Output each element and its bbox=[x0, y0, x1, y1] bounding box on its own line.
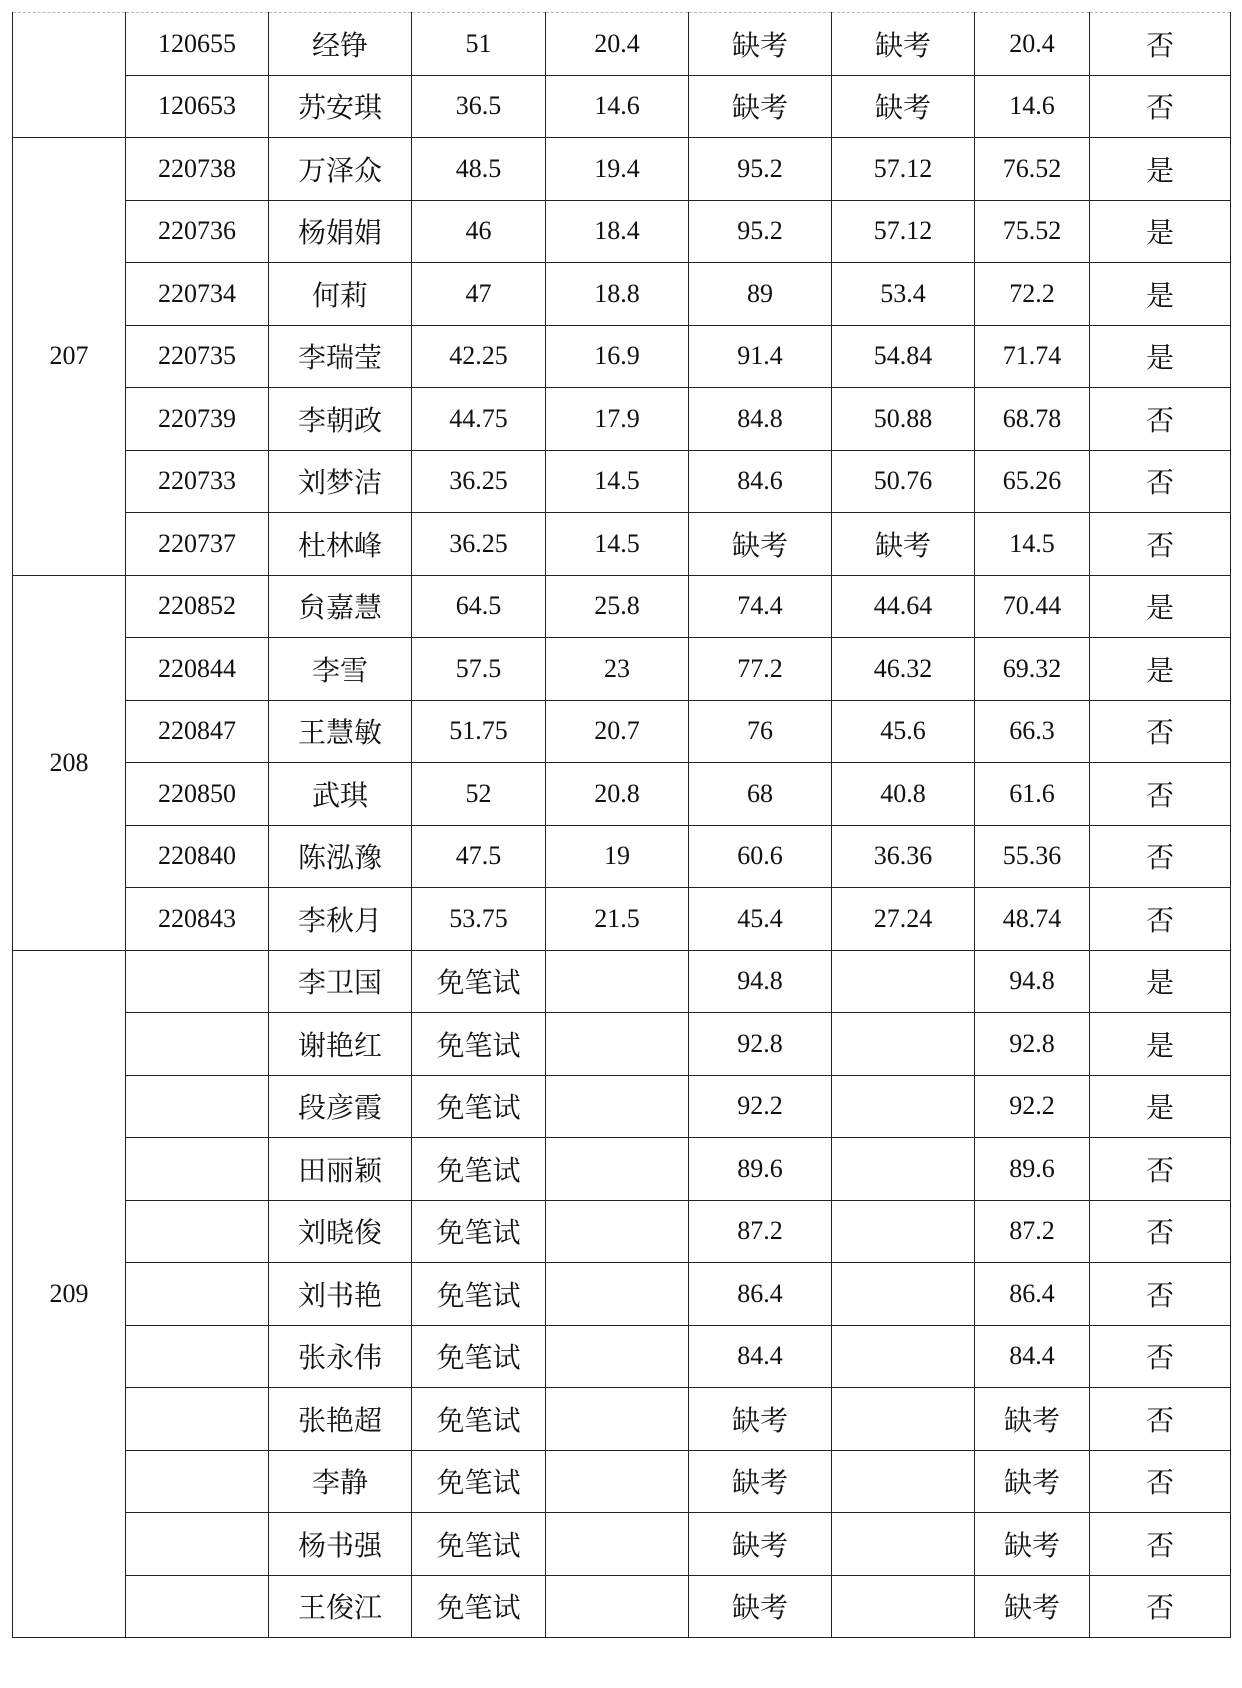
table-row bbox=[13, 1450, 1231, 1513]
interview-weighted-cell: 50.76 bbox=[832, 450, 975, 513]
total-score-cell: 缺考 bbox=[975, 1513, 1090, 1576]
written-weighted-cell: 18.8 bbox=[546, 263, 689, 326]
name-cell: 苏安琪 bbox=[269, 75, 412, 138]
interview-score-cell: 84.4 bbox=[689, 1325, 832, 1388]
interview-weighted-cell bbox=[832, 1138, 975, 1201]
candidate-id-cell: 120655 bbox=[126, 13, 269, 76]
written-score-cell: 64.5 bbox=[412, 575, 546, 638]
written-weighted-cell bbox=[546, 1013, 689, 1076]
written-score-cell: 免笔试 bbox=[412, 1075, 546, 1138]
qualified-cell: 否 bbox=[1090, 1325, 1231, 1388]
qualified-cell: 是 bbox=[1090, 263, 1231, 326]
interview-score-cell: 76 bbox=[689, 700, 832, 763]
written-score-cell: 36.5 bbox=[412, 75, 546, 138]
total-score-cell: 14.6 bbox=[975, 75, 1090, 138]
post-code-cell: 209 bbox=[13, 950, 126, 1638]
written-score-cell: 36.25 bbox=[412, 450, 546, 513]
interview-weighted-cell: 40.8 bbox=[832, 763, 975, 826]
name-cell: 李朝政 bbox=[269, 388, 412, 451]
written-weighted-cell bbox=[546, 1575, 689, 1638]
interview-weighted-cell bbox=[832, 1263, 975, 1326]
interview-weighted-cell bbox=[832, 1450, 975, 1513]
qualified-cell: 是 bbox=[1090, 638, 1231, 701]
qualified-cell: 是 bbox=[1090, 138, 1231, 201]
name-cell: 杨书强 bbox=[269, 1513, 412, 1576]
written-weighted-cell: 20.7 bbox=[546, 700, 689, 763]
interview-weighted-cell: 27.24 bbox=[832, 888, 975, 951]
name-cell: 张艳超 bbox=[269, 1388, 412, 1451]
candidate-id-cell bbox=[126, 1138, 269, 1201]
total-score-cell: 20.4 bbox=[975, 13, 1090, 76]
name-cell: 杜林峰 bbox=[269, 513, 412, 576]
written-weighted-cell: 14.5 bbox=[546, 450, 689, 513]
written-weighted-cell: 23 bbox=[546, 638, 689, 701]
written-score-cell: 57.5 bbox=[412, 638, 546, 701]
total-score-cell: 68.78 bbox=[975, 388, 1090, 451]
written-score-cell: 51 bbox=[412, 13, 546, 76]
written-score-cell: 53.75 bbox=[412, 888, 546, 951]
candidate-id-cell bbox=[126, 1013, 269, 1076]
candidate-id-cell: 220738 bbox=[126, 138, 269, 201]
interview-weighted-cell: 57.12 bbox=[832, 200, 975, 263]
total-score-cell: 66.3 bbox=[975, 700, 1090, 763]
interview-score-cell: 68 bbox=[689, 763, 832, 826]
table-row bbox=[13, 1325, 1231, 1388]
qualified-cell: 是 bbox=[1090, 1013, 1231, 1076]
interview-score-cell: 缺考 bbox=[689, 1388, 832, 1451]
total-score-cell: 缺考 bbox=[975, 1388, 1090, 1451]
written-score-cell: 免笔试 bbox=[412, 1513, 546, 1576]
name-cell: 经铮 bbox=[269, 13, 412, 76]
total-score-cell: 71.74 bbox=[975, 325, 1090, 388]
interview-weighted-cell: 45.6 bbox=[832, 700, 975, 763]
interview-score-cell: 77.2 bbox=[689, 638, 832, 701]
qualified-cell: 是 bbox=[1090, 950, 1231, 1013]
candidate-id-cell bbox=[126, 1075, 269, 1138]
written-weighted-cell: 20.8 bbox=[546, 763, 689, 826]
candidate-id-cell bbox=[126, 1325, 269, 1388]
qualified-cell: 否 bbox=[1090, 1200, 1231, 1263]
interview-score-cell: 缺考 bbox=[689, 1575, 832, 1638]
interview-score-cell: 95.2 bbox=[689, 138, 832, 201]
table-row bbox=[13, 513, 1231, 576]
written-score-cell: 52 bbox=[412, 763, 546, 826]
total-score-cell: 84.4 bbox=[975, 1325, 1090, 1388]
total-score-cell: 92.8 bbox=[975, 1013, 1090, 1076]
interview-score-cell: 95.2 bbox=[689, 200, 832, 263]
written-score-cell: 免笔试 bbox=[412, 950, 546, 1013]
name-cell: 刘梦洁 bbox=[269, 450, 412, 513]
qualified-cell: 否 bbox=[1090, 763, 1231, 826]
total-score-cell: 缺考 bbox=[975, 1575, 1090, 1638]
interview-score-cell: 89 bbox=[689, 263, 832, 326]
written-weighted-cell: 20.4 bbox=[546, 13, 689, 76]
candidate-id-cell: 220736 bbox=[126, 200, 269, 263]
candidate-id-cell bbox=[126, 1575, 269, 1638]
interview-weighted-cell: 36.36 bbox=[832, 825, 975, 888]
candidate-id-cell bbox=[126, 950, 269, 1013]
interview-score-cell: 84.6 bbox=[689, 450, 832, 513]
table-row bbox=[13, 450, 1231, 513]
qualified-cell: 否 bbox=[1090, 1575, 1231, 1638]
name-cell: 田丽颖 bbox=[269, 1138, 412, 1201]
written-score-cell: 44.75 bbox=[412, 388, 546, 451]
written-weighted-cell: 14.6 bbox=[546, 75, 689, 138]
interview-weighted-cell bbox=[832, 1013, 975, 1076]
total-score-cell: 缺考 bbox=[975, 1450, 1090, 1513]
qualified-cell: 是 bbox=[1090, 1075, 1231, 1138]
qualified-cell: 否 bbox=[1090, 75, 1231, 138]
name-cell: 谢艳红 bbox=[269, 1013, 412, 1076]
interview-weighted-cell: 50.88 bbox=[832, 388, 975, 451]
qualified-cell: 否 bbox=[1090, 450, 1231, 513]
table-row bbox=[13, 138, 1231, 201]
interview-weighted-cell bbox=[832, 1388, 975, 1451]
table-row bbox=[13, 1513, 1231, 1576]
written-score-cell: 免笔试 bbox=[412, 1200, 546, 1263]
interview-score-cell: 缺考 bbox=[689, 13, 832, 76]
table-row bbox=[13, 325, 1231, 388]
written-weighted-cell bbox=[546, 1388, 689, 1451]
qualified-cell: 否 bbox=[1090, 1450, 1231, 1513]
interview-weighted-cell: 46.32 bbox=[832, 638, 975, 701]
total-score-cell: 92.2 bbox=[975, 1075, 1090, 1138]
written-weighted-cell: 19 bbox=[546, 825, 689, 888]
candidate-id-cell bbox=[126, 1388, 269, 1451]
qualified-cell: 否 bbox=[1090, 1263, 1231, 1326]
name-cell: 陈泓豫 bbox=[269, 825, 412, 888]
table-row bbox=[13, 825, 1231, 888]
interview-score-cell: 86.4 bbox=[689, 1263, 832, 1326]
total-score-cell: 87.2 bbox=[975, 1200, 1090, 1263]
written-weighted-cell bbox=[546, 1325, 689, 1388]
written-score-cell: 46 bbox=[412, 200, 546, 263]
candidate-id-cell: 220843 bbox=[126, 888, 269, 951]
table-row bbox=[13, 75, 1231, 138]
name-cell: 万泽众 bbox=[269, 138, 412, 201]
interview-score-cell: 87.2 bbox=[689, 1200, 832, 1263]
written-weighted-cell bbox=[546, 1138, 689, 1201]
written-score-cell: 免笔试 bbox=[412, 1263, 546, 1326]
table-body bbox=[13, 13, 1231, 1638]
written-weighted-cell bbox=[546, 1075, 689, 1138]
candidate-id-cell: 220852 bbox=[126, 575, 269, 638]
interview-score-cell: 84.8 bbox=[689, 388, 832, 451]
written-score-cell: 免笔试 bbox=[412, 1450, 546, 1513]
name-cell: 李瑞莹 bbox=[269, 325, 412, 388]
written-weighted-cell bbox=[546, 1200, 689, 1263]
interview-score-cell: 缺考 bbox=[689, 1450, 832, 1513]
table-row bbox=[13, 575, 1231, 638]
written-score-cell: 36.25 bbox=[412, 513, 546, 576]
total-score-cell: 89.6 bbox=[975, 1138, 1090, 1201]
interview-score-cell: 91.4 bbox=[689, 325, 832, 388]
total-score-cell: 94.8 bbox=[975, 950, 1090, 1013]
candidate-id-cell bbox=[126, 1513, 269, 1576]
interview-weighted-cell bbox=[832, 1200, 975, 1263]
qualified-cell: 否 bbox=[1090, 1513, 1231, 1576]
name-cell: 李秋月 bbox=[269, 888, 412, 951]
qualified-cell: 是 bbox=[1090, 325, 1231, 388]
candidate-id-cell: 220847 bbox=[126, 700, 269, 763]
total-score-cell: 14.5 bbox=[975, 513, 1090, 576]
table-row bbox=[13, 1263, 1231, 1326]
candidate-id-cell: 220737 bbox=[126, 513, 269, 576]
qualified-cell: 否 bbox=[1090, 513, 1231, 576]
written-score-cell: 42.25 bbox=[412, 325, 546, 388]
total-score-cell: 76.52 bbox=[975, 138, 1090, 201]
written-weighted-cell bbox=[546, 950, 689, 1013]
qualified-cell: 否 bbox=[1090, 700, 1231, 763]
name-cell: 何莉 bbox=[269, 263, 412, 326]
table-row bbox=[13, 1138, 1231, 1201]
written-weighted-cell: 18.4 bbox=[546, 200, 689, 263]
interview-weighted-cell bbox=[832, 1075, 975, 1138]
qualified-cell: 是 bbox=[1090, 575, 1231, 638]
interview-score-cell: 45.4 bbox=[689, 888, 832, 951]
interview-weighted-cell: 缺考 bbox=[832, 75, 975, 138]
name-cell: 贠嘉慧 bbox=[269, 575, 412, 638]
interview-score-cell: 89.6 bbox=[689, 1138, 832, 1201]
candidate-id-cell: 220850 bbox=[126, 763, 269, 826]
written-weighted-cell: 14.5 bbox=[546, 513, 689, 576]
table-row bbox=[13, 763, 1231, 826]
name-cell: 王俊江 bbox=[269, 1575, 412, 1638]
table-row bbox=[13, 888, 1231, 951]
candidate-id-cell bbox=[126, 1263, 269, 1326]
interview-weighted-cell: 缺考 bbox=[832, 13, 975, 76]
total-score-cell: 75.52 bbox=[975, 200, 1090, 263]
written-weighted-cell: 17.9 bbox=[546, 388, 689, 451]
written-score-cell: 48.5 bbox=[412, 138, 546, 201]
qualified-cell: 否 bbox=[1090, 888, 1231, 951]
interview-weighted-cell: 54.84 bbox=[832, 325, 975, 388]
table-row bbox=[13, 263, 1231, 326]
name-cell: 刘晓俊 bbox=[269, 1200, 412, 1263]
table-row bbox=[13, 388, 1231, 451]
interview-score-cell: 94.8 bbox=[689, 950, 832, 1013]
name-cell: 张永伟 bbox=[269, 1325, 412, 1388]
written-score-cell: 51.75 bbox=[412, 700, 546, 763]
candidate-id-cell: 220844 bbox=[126, 638, 269, 701]
table-row bbox=[13, 13, 1231, 76]
total-score-cell: 61.6 bbox=[975, 763, 1090, 826]
written-score-cell: 47 bbox=[412, 263, 546, 326]
written-score-cell: 免笔试 bbox=[412, 1325, 546, 1388]
interview-weighted-cell: 缺考 bbox=[832, 513, 975, 576]
candidate-id-cell: 220739 bbox=[126, 388, 269, 451]
table-row bbox=[13, 700, 1231, 763]
table-row bbox=[13, 1075, 1231, 1138]
qualified-cell: 否 bbox=[1090, 1388, 1231, 1451]
score-table bbox=[12, 12, 1231, 1638]
name-cell: 李静 bbox=[269, 1450, 412, 1513]
interview-score-cell: 92.8 bbox=[689, 1013, 832, 1076]
interview-weighted-cell bbox=[832, 1513, 975, 1576]
table-row bbox=[13, 638, 1231, 701]
candidate-id-cell: 220733 bbox=[126, 450, 269, 513]
interview-weighted-cell: 44.64 bbox=[832, 575, 975, 638]
name-cell: 段彦霞 bbox=[269, 1075, 412, 1138]
interview-score-cell: 缺考 bbox=[689, 1513, 832, 1576]
post-code-cell: 207 bbox=[13, 138, 126, 576]
interview-score-cell: 缺考 bbox=[689, 75, 832, 138]
qualified-cell: 是 bbox=[1090, 200, 1231, 263]
total-score-cell: 69.32 bbox=[975, 638, 1090, 701]
interview-weighted-cell bbox=[832, 1575, 975, 1638]
candidate-id-cell: 220840 bbox=[126, 825, 269, 888]
qualified-cell: 否 bbox=[1090, 388, 1231, 451]
candidate-id-cell: 120653 bbox=[126, 75, 269, 138]
total-score-cell: 65.26 bbox=[975, 450, 1090, 513]
total-score-cell: 72.2 bbox=[975, 263, 1090, 326]
interview-weighted-cell bbox=[832, 950, 975, 1013]
name-cell: 武琪 bbox=[269, 763, 412, 826]
written-score-cell: 免笔试 bbox=[412, 1388, 546, 1451]
interview-score-cell: 缺考 bbox=[689, 513, 832, 576]
total-score-cell: 55.36 bbox=[975, 825, 1090, 888]
table-row bbox=[13, 1013, 1231, 1076]
post-code-cell: 208 bbox=[13, 575, 126, 950]
name-cell: 李卫国 bbox=[269, 950, 412, 1013]
written-weighted-cell bbox=[546, 1450, 689, 1513]
name-cell: 王慧敏 bbox=[269, 700, 412, 763]
post-code-cell bbox=[13, 13, 126, 138]
written-weighted-cell: 16.9 bbox=[546, 325, 689, 388]
table-row bbox=[13, 200, 1231, 263]
qualified-cell: 否 bbox=[1090, 825, 1231, 888]
qualified-cell: 否 bbox=[1090, 1138, 1231, 1201]
table-row bbox=[13, 1388, 1231, 1451]
written-score-cell: 47.5 bbox=[412, 825, 546, 888]
candidate-id-cell: 220734 bbox=[126, 263, 269, 326]
name-cell: 李雪 bbox=[269, 638, 412, 701]
candidate-id-cell bbox=[126, 1450, 269, 1513]
qualified-cell: 否 bbox=[1090, 13, 1231, 76]
candidate-id-cell bbox=[126, 1200, 269, 1263]
name-cell: 刘书艳 bbox=[269, 1263, 412, 1326]
interview-score-cell: 74.4 bbox=[689, 575, 832, 638]
total-score-cell: 86.4 bbox=[975, 1263, 1090, 1326]
interview-weighted-cell: 53.4 bbox=[832, 263, 975, 326]
written-score-cell: 免笔试 bbox=[412, 1575, 546, 1638]
written-weighted-cell: 19.4 bbox=[546, 138, 689, 201]
interview-score-cell: 60.6 bbox=[689, 825, 832, 888]
total-score-cell: 70.44 bbox=[975, 575, 1090, 638]
table-row bbox=[13, 1200, 1231, 1263]
written-score-cell: 免笔试 bbox=[412, 1138, 546, 1201]
total-score-cell: 48.74 bbox=[975, 888, 1090, 951]
written-weighted-cell: 21.5 bbox=[546, 888, 689, 951]
written-weighted-cell bbox=[546, 1513, 689, 1576]
written-weighted-cell bbox=[546, 1263, 689, 1326]
candidate-id-cell: 220735 bbox=[126, 325, 269, 388]
interview-score-cell: 92.2 bbox=[689, 1075, 832, 1138]
written-score-cell: 免笔试 bbox=[412, 1013, 546, 1076]
interview-weighted-cell bbox=[832, 1325, 975, 1388]
table-row bbox=[13, 1575, 1231, 1638]
name-cell: 杨娟娟 bbox=[269, 200, 412, 263]
table-row bbox=[13, 950, 1231, 1013]
written-weighted-cell: 25.8 bbox=[546, 575, 689, 638]
interview-weighted-cell: 57.12 bbox=[832, 138, 975, 201]
